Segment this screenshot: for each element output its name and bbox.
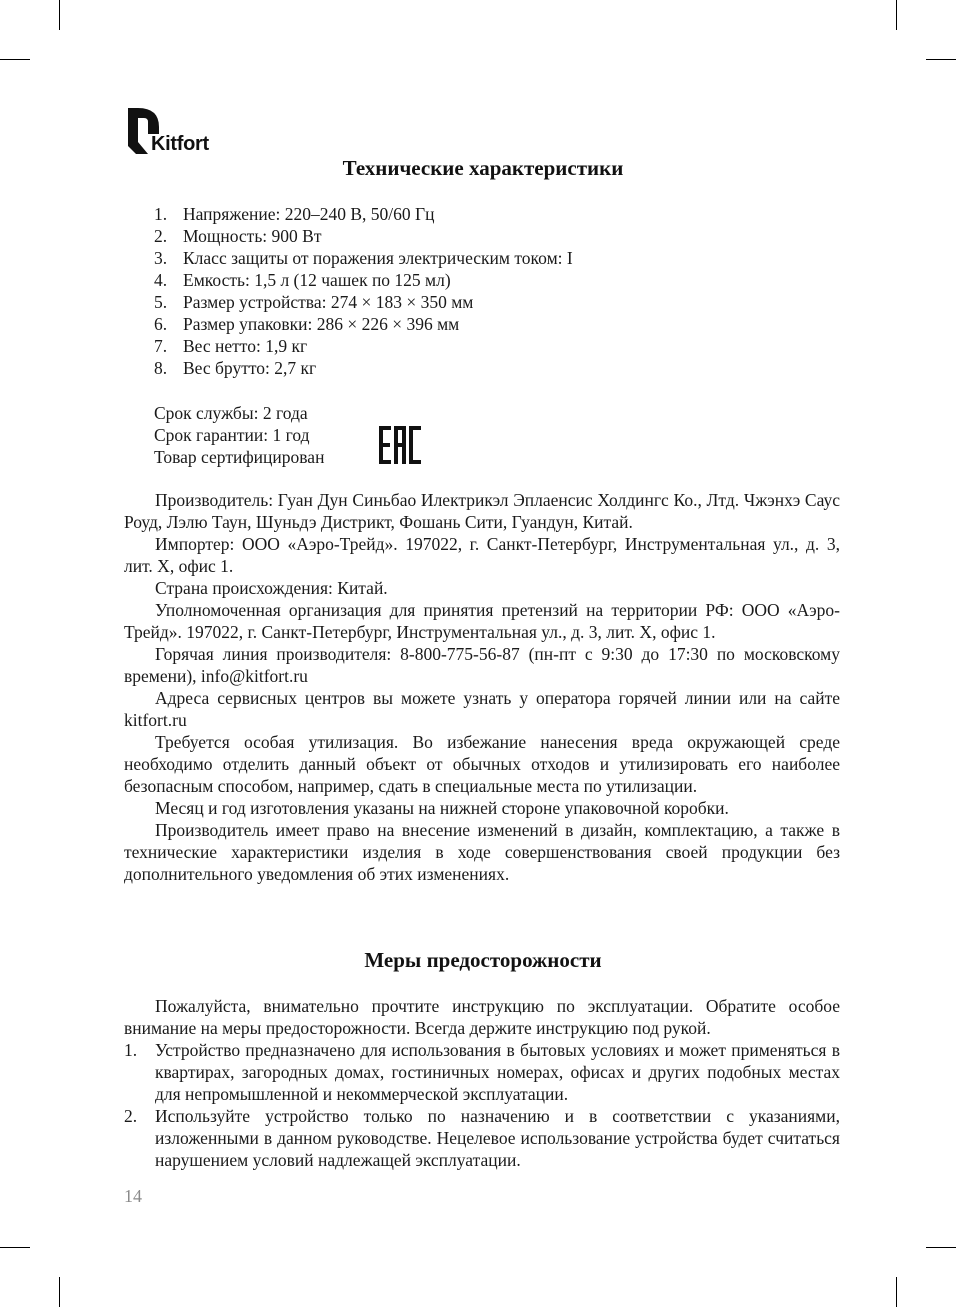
crop-mark (896, 0, 897, 30)
paragraph: Горячая линия производителя: 8-800-775-56-87 (пн-пт с 9:30 до 17:30 по московскому времени), info@kitfort.ru (124, 644, 840, 686)
paragraph: Производитель имеет право на внесение изменений в дизайн, комплектацию, а также в технические характеристики изделия в ходе совершенствования своей продукции без дополнительного уведомления об этих изменениях. (124, 820, 840, 884)
page-title: Технические характеристики (342, 156, 624, 180)
list-item: 2. Мощность: 900 Вт (154, 226, 322, 246)
list-item: 8. Вес брутто: 2,7 кг (154, 358, 317, 378)
list-item: 4. Емкость: 1,5 л (12 чашек по 125 мл) (154, 270, 451, 290)
service-life: Срок службы: 2 года (154, 403, 308, 423)
list-item: 7. Вес нетто: 1,9 кг (154, 336, 308, 356)
kitfort-logo (126, 108, 226, 158)
precautions-list (124, 1039, 840, 1171)
crop-mark (0, 1247, 30, 1248)
paragraph: Месяц и год изготовления указаны на нижней стороне упаковочной коробки. (155, 798, 729, 818)
certification-note: Товар сертифицирован (154, 447, 325, 467)
paragraph: Производитель: Гуан Дун Синьбао Илектрикэл Эплаенсис Холдингс Ко., Лтд. Чжэнхэ Саус Роуд, Лэлю Таун, Шуньдэ Дистрикт, Фошань Сити, Гуандун, Китай. (124, 490, 840, 532)
service-info (154, 402, 324, 468)
crop-mark (896, 1277, 897, 1307)
crop-mark (59, 0, 60, 30)
list-item: 1. Устройство предназначено для использования в бытовых условиях и может применяться в квартирах, загородных домах, гостиничных номерах, офисах и других подобных местах для непромышленной и некоммерческой эксплуатации. (124, 1040, 840, 1104)
crop-mark (926, 59, 956, 60)
spec-list (154, 203, 573, 379)
warranty-period: Срок гарантии: 1 год (154, 425, 310, 445)
paragraph: Страна происхождения: Китай. (155, 578, 388, 598)
paragraph: Требуется особая утилизация. Во избежание нанесения вреда окружающей среде необходимо отделить данный объект от обычных отходов и утилизировать его наиболее безопасным способом, например, сдать в специальные места по утилизации. (124, 732, 840, 796)
section-title: Меры предосторожности (364, 948, 602, 972)
logo-text: Kitfort (151, 133, 209, 155)
manufacturer-info (124, 489, 840, 885)
list-item: 3. Класс защиты от поражения электрическим током: I (154, 248, 573, 268)
list-item: 5. Размер устройства: 274 × 183 × 350 мм (154, 292, 474, 312)
page-number: 14 (124, 1186, 142, 1206)
list-item: 1. Напряжение: 220–240 В, 50/60 Гц (154, 204, 435, 224)
list-item: 6. Размер упаковки: 286 × 226 × 396 мм (154, 314, 460, 334)
eac-mark-icon (379, 426, 421, 464)
paragraph: Уполномоченная организация для принятия претензий на территории РФ: ООО «Аэро-Трейд». 197022, г. Санкт-Петербург, Инструментальная ул., д. 3, лит. Х, офис 1. (124, 600, 840, 642)
paragraph: Пожалуйста, внимательно прочтите инструкцию по эксплуатации. Обратите особое внимание на меры предосторожности. Всегда держите инструкцию под рукой. (124, 996, 840, 1038)
crop-mark (0, 59, 30, 60)
crop-mark (926, 1247, 956, 1248)
paragraph: Импортер: ООО «Аэро-Трейд». 197022, г. Санкт-Петербург, Инструментальная ул., д. 3, лит. Х, офис 1. (124, 534, 840, 576)
paragraph: Адреса сервисных центров вы можете узнать у оператора горячей линии или на сайте kitfort.ru (124, 688, 840, 730)
precautions-intro (124, 995, 840, 1039)
crop-mark (59, 1277, 60, 1307)
list-item: 2. Используйте устройство только по назначению и в соответствии с указаниями, изложенными в данном руководстве. Нецелевое использование устройства будет считаться нарушением условий надлежащей эксплуатации. (124, 1106, 840, 1170)
